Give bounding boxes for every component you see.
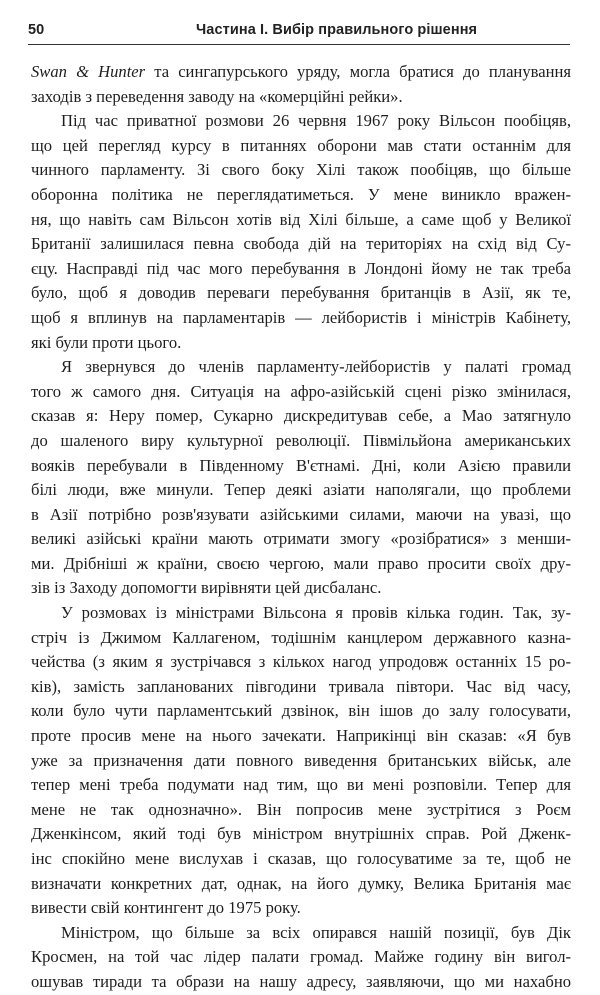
- text-line: що цей перегляд курсу в питаннях оборони мав стати останнім для: [31, 135, 571, 155]
- text-line: того ж самого дня. Ситуація на афро-азійській сцені різко змінилася,: [31, 381, 571, 401]
- text-line: які були проти цього.: [31, 332, 182, 352]
- text-line: сказав я: Неру помер, Сукарно дискредитував себе, а Мао затягнуло: [31, 406, 571, 426]
- text-line: ми. Дрібніші ж країни, своєю чергою, мали право просити своїх дру-: [31, 553, 571, 573]
- text-line: чейства (з яким я зустрічався з кількох нагод упродовж останніх 15 ро-: [31, 652, 571, 672]
- text-line: ня, що навіть сам Вільсон хотів від Хілі більше, а саме щоб у Великої: [31, 209, 571, 229]
- text-line: мене не так однозначно». Він попросив мене зустрітися з Роєм: [31, 799, 571, 819]
- text-line: ків), замість запланованих півгодини тривала півтори. Час від часу,: [31, 676, 571, 696]
- company-name: Swan & Hunter: [31, 62, 146, 81]
- text-line: в Азії потрібно розв'язувати азійськими силами, маючи на увазі, що: [31, 504, 571, 524]
- text-line: уже за призначення дати повного виведення британських військ, але: [31, 750, 571, 770]
- text-line: тепер мені треба подумати над тим, що ви мені розповіли. Тепер для: [31, 775, 571, 795]
- text-line: У розмовах із міністрами Вільсона я провів кілька годин. Так, зу-: [61, 603, 571, 623]
- text-line: Міністром, що більше за всіх опирався нашій позиції, був Дік: [61, 922, 571, 942]
- running-title: Частина І. Вибір правильного рішення: [196, 22, 478, 38]
- text-line: вивести свій контингент до 1975 року.: [31, 898, 301, 918]
- text-line: великі азійські країни мають отримати змогу «розібратися» з менши-: [31, 529, 571, 549]
- page-header: [28, 14, 568, 44]
- text-line: заходів з переведення заводу на «комерційні рейки».: [31, 86, 403, 106]
- page-number: 50: [28, 22, 45, 38]
- text-line: ошував тиради та образи на нашу адресу, заявляючи, що ми нахабно: [31, 971, 571, 991]
- text-fragment: та сингапурського уряду, могла братися до планування: [145, 62, 571, 81]
- text-line: визначати конкретних дат, однак, на його думку, Велика Британія має: [31, 873, 571, 893]
- text-line: щоб я вплинув на парламентарів — лейбористів і міністрів Кабінету,: [31, 307, 571, 327]
- text-line: єцу. Насправді під час мого перебування в Лондоні йому не так треба: [31, 258, 571, 278]
- text-line: коли було чути парламентський дзвінок, він ішов до залу голосувати,: [31, 701, 571, 721]
- text-line: було, щоб я доводив переваги перебування британців в Азії, як те,: [31, 283, 571, 303]
- text-line: зів із Заходу допомогти вирівняти цей дисбаланс.: [31, 578, 382, 598]
- text-line: Під час приватної розмови 26 червня 1967 року Вільсон пообіцяв,: [61, 111, 571, 131]
- text-line: стріч із Джимом Каллагеном, тодішнім канцлером державного казна-: [31, 627, 571, 647]
- text-line: [31, 60, 571, 85]
- text-line: оборонна політика не переглядатиметься. У мене виникло вражен-: [31, 184, 571, 204]
- text-line: до шаленого виру культурної революції. Півмільйона американських: [31, 430, 571, 450]
- header-rule: [28, 44, 570, 45]
- body-text: [31, 60, 571, 995]
- text-line: інс спокійно мене вислухав і сказав, що голосуватиме за те, щоб не: [31, 849, 571, 868]
- text-line: чинного парламенту. Зі свого боку Хілі також пообіцяв, що більше: [31, 160, 571, 180]
- text-line: Я звернувся до членів парламенту-лейбористів у палаті громад: [61, 357, 571, 377]
- text-line: Британії залишилася певна свобода дій на територіях на схід від Су-: [31, 234, 571, 254]
- text-line: Дженкінсом, який тоді був міністром внутрішніх справ. Рой Дженк-: [31, 824, 571, 844]
- text-line: Кросмен, на той час лідер палати громад. Майже годину він вигол-: [31, 947, 571, 967]
- text-line: вояків перебували в Південному В'єтнамі. Дні, коли Азією правили: [31, 455, 571, 475]
- text-line: білі люди, вже минули. Тепер деякі азіати наполягали, що проблеми: [31, 480, 571, 500]
- text-line: проте просив мене на нього зачекати. Наприкінці він сказав: «Я був: [31, 726, 571, 746]
